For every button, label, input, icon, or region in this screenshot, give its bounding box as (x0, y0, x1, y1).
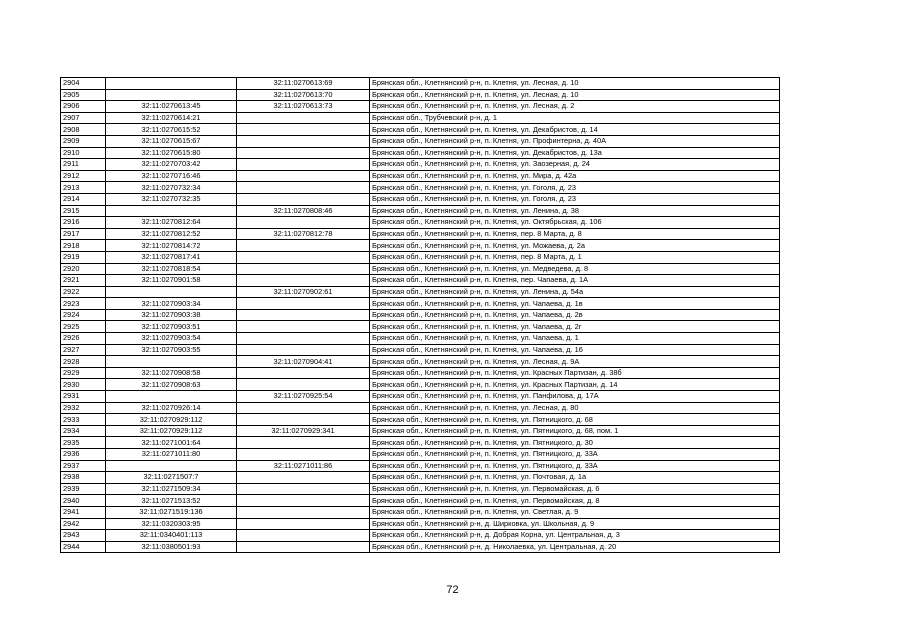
address-cell: Брянская обл., Клетнянский р-н, п. Клетня, ул. Декабристов, д. 14 (370, 124, 780, 136)
address-cell: Брянская обл., Клетнянский р-н, п. Клетня, ул. Лесная, д. 10 (370, 78, 780, 90)
table-row (61, 251, 780, 263)
table-row (61, 89, 780, 101)
building-cadastral-number-cell: 32:11:0270925:54 (237, 391, 370, 403)
table-row (61, 147, 780, 159)
cadastral-number-cell: 32:11:0270716:46 (106, 170, 237, 182)
cadastral-number-cell (106, 78, 237, 90)
row-number-cell: 2913 (61, 182, 106, 194)
row-number-cell: 2926 (61, 333, 106, 345)
row-number-cell: 2931 (61, 391, 106, 403)
address-cell: Брянская обл., Клетнянский р-н, п. Клетня, ул. Почтовая, д. 1а (370, 472, 780, 484)
cadastral-number-cell: 32:11:0271513:52 (106, 495, 237, 507)
table-row (61, 263, 780, 275)
building-cadastral-number-cell (237, 379, 370, 391)
building-cadastral-number-cell (237, 147, 370, 159)
row-number-cell: 2932 (61, 402, 106, 414)
row-number-cell: 2927 (61, 344, 106, 356)
table-row (61, 530, 780, 542)
cadastral-number-cell (106, 205, 237, 217)
address-cell: Брянская обл., Клетнянский р-н, п. Клетня, ул. Красных Партизан, д. 38б (370, 367, 780, 379)
building-cadastral-number-cell: 32:11:0270812:78 (237, 228, 370, 240)
cadastral-number-cell: 32:11:0270812:64 (106, 217, 237, 229)
address-cell: Брянская обл., Клетнянский р-н, п. Клетня, ул. Чапаева, д. 1 (370, 333, 780, 345)
cadastral-number-cell: 32:11:0270615:52 (106, 124, 237, 136)
building-cadastral-number-cell (237, 367, 370, 379)
table-row (61, 205, 780, 217)
address-cell: Брянская обл., Клетнянский р-н, п. Клетня, пер. Чапаева, д. 1А (370, 275, 780, 287)
registry-table-body (61, 78, 780, 553)
address-cell: Брянская обл., Клетнянский р-н, п. Клетня, ул. Первомайская, д. 8 (370, 495, 780, 507)
building-cadastral-number-cell: 32:11:0271011:86 (237, 460, 370, 472)
cadastral-number-cell: 32:11:0270901:58 (106, 275, 237, 287)
cadastral-number-cell: 32:11:0270908:58 (106, 367, 237, 379)
building-cadastral-number-cell (237, 518, 370, 530)
table-row (61, 414, 780, 426)
cadastral-number-cell: 32:11:0270903:34 (106, 298, 237, 310)
row-number-cell: 2933 (61, 414, 106, 426)
cadastral-number-cell: 32:11:0270903:51 (106, 321, 237, 333)
table-row (61, 518, 780, 530)
table-row (61, 449, 780, 461)
address-cell: Брянская обл., Клетнянский р-н, п. Клетня, ул. Гоголя, д. 23 (370, 182, 780, 194)
address-cell: Брянская обл., Клетнянский р-н, п. Клетня, ул. Гоголя, д. 23 (370, 193, 780, 205)
cadastral-number-cell (106, 391, 237, 403)
row-number-cell: 2922 (61, 286, 106, 298)
table-row (61, 298, 780, 310)
building-cadastral-number-cell (237, 217, 370, 229)
row-number-cell: 2909 (61, 135, 106, 147)
cadastral-number-cell: 32:11:0270703:42 (106, 159, 237, 171)
cadastral-number-cell: 32:11:0270818:54 (106, 263, 237, 275)
building-cadastral-number-cell (237, 298, 370, 310)
building-cadastral-number-cell (237, 402, 370, 414)
table-row (61, 159, 780, 171)
cadastral-number-cell (106, 356, 237, 368)
address-cell: Брянская обл., Трубчевский р-н, д. 1 (370, 112, 780, 124)
address-cell: Брянская обл., Клетнянский р-н, д. Николаевка, ул. Центральная, д. 20 (370, 541, 780, 553)
cadastral-number-cell: 32:11:0271509:34 (106, 483, 237, 495)
table-row (61, 135, 780, 147)
table-row (61, 193, 780, 205)
cadastral-number-cell: 32:11:0271011:80 (106, 449, 237, 461)
cadastral-number-cell: 32:11:0270903:55 (106, 344, 237, 356)
cadastral-number-cell: 32:11:0270929:112 (106, 414, 237, 426)
building-cadastral-number-cell: 32:11:0270808:46 (237, 205, 370, 217)
building-cadastral-number-cell (237, 309, 370, 321)
building-cadastral-number-cell (237, 449, 370, 461)
building-cadastral-number-cell (237, 159, 370, 171)
address-cell: Брянская обл., Клетнянский р-н, п. Клетня, ул. Профинтерна, д. 40А (370, 135, 780, 147)
cadastral-number-cell: 32:11:0270812:52 (106, 228, 237, 240)
row-number-cell: 2943 (61, 530, 106, 542)
row-number-cell: 2908 (61, 124, 106, 136)
address-cell: Брянская обл., Клетнянский р-н, п. Клетня, пер. 8 Марта, д. 1 (370, 251, 780, 263)
row-number-cell: 2935 (61, 437, 106, 449)
table-row (61, 228, 780, 240)
table-row (61, 391, 780, 403)
building-cadastral-number-cell (237, 193, 370, 205)
row-number-cell: 2940 (61, 495, 106, 507)
address-cell: Брянская обл., Клетнянский р-н, п. Клетня, ул. Светлая, д. 9 (370, 506, 780, 518)
address-cell: Брянская обл., Клетнянский р-н, п. Клетня, ул. Пятницкого, д. 33А (370, 449, 780, 461)
address-cell: Брянская обл., Клетнянский р-н, п. Клетня, ул. Красных Партизан, д. 14 (370, 379, 780, 391)
address-cell: Брянская обл., Клетнянский р-н, п. Клетня, ул. Декабристов, д. 13а (370, 147, 780, 159)
building-cadastral-number-cell (237, 112, 370, 124)
row-number-cell: 2918 (61, 240, 106, 252)
building-cadastral-number-cell (237, 472, 370, 484)
table-row (61, 112, 780, 124)
cadastral-number-cell (106, 286, 237, 298)
row-number-cell: 2904 (61, 78, 106, 90)
building-cadastral-number-cell (237, 124, 370, 136)
table-row (61, 344, 780, 356)
building-cadastral-number-cell (237, 135, 370, 147)
address-cell: Брянская обл., Клетнянский р-н, п. Клетня, пер. 8 Марта, д. 8 (370, 228, 780, 240)
table-row (61, 506, 780, 518)
row-number-cell: 2907 (61, 112, 106, 124)
address-cell: Брянская обл., Клетнянский р-н, п. Клетня, ул. Чапаева, д. 16 (370, 344, 780, 356)
table-row (61, 101, 780, 113)
cadastral-number-cell: 32:11:0270903:38 (106, 309, 237, 321)
address-cell: Брянская обл., Клетнянский р-н, п. Клетня, ул. Лесная, д. 9А (370, 356, 780, 368)
building-cadastral-number-cell (237, 263, 370, 275)
address-cell: Брянская обл., Клетнянский р-н, п. Клетня, ул. Ленина, д. 54а (370, 286, 780, 298)
address-cell: Брянская обл., Клетнянский р-н, п. Клетня, ул. Ленина, д. 38 (370, 205, 780, 217)
table-row (61, 367, 780, 379)
table-row (61, 402, 780, 414)
building-cadastral-number-cell (237, 240, 370, 252)
row-number-cell: 2919 (61, 251, 106, 263)
table-row (61, 286, 780, 298)
cadastral-number-cell: 32:11:0271519:136 (106, 506, 237, 518)
cadastral-number-cell: 32:11:0270732:35 (106, 193, 237, 205)
address-cell: Брянская обл., Клетнянский р-н, п. Клетня, ул. Пятницкого, д. 30 (370, 437, 780, 449)
row-number-cell: 2911 (61, 159, 106, 171)
property-registry-table (60, 77, 780, 553)
address-cell: Брянская обл., Клетнянский р-н, п. Клетня, ул. Можаева, д. 2а (370, 240, 780, 252)
building-cadastral-number-cell (237, 275, 370, 287)
address-cell: Брянская обл., Клетнянский р-н, п. Клетня, ул. Заозерная, д. 24 (370, 159, 780, 171)
cadastral-number-cell: 32:11:0320303:95 (106, 518, 237, 530)
cadastral-number-cell: 32:11:0270614:21 (106, 112, 237, 124)
address-cell: Брянская обл., Клетнянский р-н, п. Клетня, ул. Лесная, д. 2 (370, 101, 780, 113)
table-row (61, 379, 780, 391)
row-number-cell: 2905 (61, 89, 106, 101)
cadastral-number-cell: 32:11:0270908:63 (106, 379, 237, 391)
cadastral-number-cell: 32:11:0270929:112 (106, 425, 237, 437)
building-cadastral-number-cell (237, 251, 370, 263)
row-number-cell: 2934 (61, 425, 106, 437)
cadastral-number-cell: 32:11:0271507:7 (106, 472, 237, 484)
table-row (61, 124, 780, 136)
row-number-cell: 2942 (61, 518, 106, 530)
address-cell: Брянская обл., Клетнянский р-н, п. Клетня, ул. Мира, д. 42а (370, 170, 780, 182)
cadastral-number-cell: 32:11:0270814:72 (106, 240, 237, 252)
table-row (61, 275, 780, 287)
table-row (61, 472, 780, 484)
address-cell: Брянская обл., Клетнянский р-н, д. Добрая Корна, ул. Центральная, д. 3 (370, 530, 780, 542)
row-number-cell: 2910 (61, 147, 106, 159)
row-number-cell: 2944 (61, 541, 106, 553)
address-cell: Брянская обл., Клетнянский р-н, п. Клетня, ул. Лесная, д. 10 (370, 89, 780, 101)
table-row (61, 541, 780, 553)
row-number-cell: 2915 (61, 205, 106, 217)
row-number-cell: 2924 (61, 309, 106, 321)
table-row (61, 321, 780, 333)
building-cadastral-number-cell (237, 333, 370, 345)
row-number-cell: 2929 (61, 367, 106, 379)
cadastral-number-cell (106, 89, 237, 101)
cadastral-number-cell: 32:11:0271001:64 (106, 437, 237, 449)
cadastral-number-cell: 32:11:0270817:41 (106, 251, 237, 263)
cadastral-number-cell: 32:11:0270615:80 (106, 147, 237, 159)
building-cadastral-number-cell (237, 170, 370, 182)
address-cell: Брянская обл., Клетнянский р-н, п. Клетня, ул. Первомайская, д. 6 (370, 483, 780, 495)
building-cadastral-number-cell (237, 530, 370, 542)
row-number-cell: 2921 (61, 275, 106, 287)
building-cadastral-number-cell (237, 506, 370, 518)
address-cell: Брянская обл., Клетнянский р-н, д. Ширковка, ул. Школьная, д. 9 (370, 518, 780, 530)
row-number-cell: 2916 (61, 217, 106, 229)
cadastral-number-cell: 32:11:0270613:45 (106, 101, 237, 113)
cadastral-number-cell: 32:11:0340401:113 (106, 530, 237, 542)
table-row (61, 437, 780, 449)
building-cadastral-number-cell: 32:11:0270929:341 (237, 425, 370, 437)
address-cell: Брянская обл., Клетнянский р-н, п. Клетня, ул. Пятницкого, д. 68 (370, 414, 780, 426)
building-cadastral-number-cell: 32:11:0270613:69 (237, 78, 370, 90)
address-cell: Брянская обл., Клетнянский р-н, п. Клетня, ул. Пятницкого, д. 33А (370, 460, 780, 472)
row-number-cell: 2906 (61, 101, 106, 113)
cadastral-number-cell (106, 460, 237, 472)
building-cadastral-number-cell: 32:11:0270613:70 (237, 89, 370, 101)
cadastral-number-cell: 32:11:0270732:34 (106, 182, 237, 194)
address-cell: Брянская обл., Клетнянский р-н, п. Клетня, ул. Чапаева, д. 2г (370, 321, 780, 333)
building-cadastral-number-cell: 32:11:0270613:73 (237, 101, 370, 113)
row-number-cell: 2912 (61, 170, 106, 182)
building-cadastral-number-cell (237, 321, 370, 333)
row-number-cell: 2941 (61, 506, 106, 518)
table-row (61, 333, 780, 345)
address-cell: Брянская обл., Клетнянский р-н, п. Клетня, ул. Октябрьская, д. 106 (370, 217, 780, 229)
building-cadastral-number-cell (237, 495, 370, 507)
table-row (61, 170, 780, 182)
row-number-cell: 2937 (61, 460, 106, 472)
building-cadastral-number-cell: 32:11:0270904:41 (237, 356, 370, 368)
row-number-cell: 2938 (61, 472, 106, 484)
row-number-cell: 2923 (61, 298, 106, 310)
table-row (61, 309, 780, 321)
table-row (61, 483, 780, 495)
building-cadastral-number-cell (237, 483, 370, 495)
building-cadastral-number-cell (237, 541, 370, 553)
building-cadastral-number-cell (237, 344, 370, 356)
building-cadastral-number-cell (237, 182, 370, 194)
address-cell: Брянская обл., Клетнянский р-н, п. Клетня, ул. Медведева, д. 8 (370, 263, 780, 275)
address-cell: Брянская обл., Клетнянский р-н, п. Клетня, ул. Панфилова, д. 17А (370, 391, 780, 403)
address-cell: Брянская обл., Клетнянский р-н, п. Клетня, ул. Пятницкого, д. 68, пом. 1 (370, 425, 780, 437)
cadastral-number-cell: 32:11:0270615:67 (106, 135, 237, 147)
table-row (61, 356, 780, 368)
row-number-cell: 2936 (61, 449, 106, 461)
row-number-cell: 2939 (61, 483, 106, 495)
address-cell: Брянская обл., Клетнянский р-н, п. Клетня, ул. Чапаева, д. 2в (370, 309, 780, 321)
address-cell: Брянская обл., Клетнянский р-н, п. Клетня, ул. Чапаева, д. 1в (370, 298, 780, 310)
cadastral-number-cell: 32:11:0270926:14 (106, 402, 237, 414)
table-row (61, 240, 780, 252)
table-row (61, 182, 780, 194)
row-number-cell: 2930 (61, 379, 106, 391)
table-row (61, 425, 780, 437)
table-row (61, 495, 780, 507)
table-row (61, 78, 780, 90)
address-cell: Брянская обл., Клетнянский р-н, п. Клетня, ул. Лесная, д. 80 (370, 402, 780, 414)
row-number-cell: 2925 (61, 321, 106, 333)
page-number: 72 (446, 584, 459, 596)
row-number-cell: 2928 (61, 356, 106, 368)
building-cadastral-number-cell (237, 437, 370, 449)
table-row (61, 217, 780, 229)
row-number-cell: 2917 (61, 228, 106, 240)
row-number-cell: 2920 (61, 263, 106, 275)
cadastral-number-cell: 32:11:0270903:54 (106, 333, 237, 345)
row-number-cell: 2914 (61, 193, 106, 205)
cadastral-number-cell: 32:11:0380501:93 (106, 541, 237, 553)
building-cadastral-number-cell: 32:11:0270902:61 (237, 286, 370, 298)
table-row (61, 460, 780, 472)
building-cadastral-number-cell (237, 414, 370, 426)
